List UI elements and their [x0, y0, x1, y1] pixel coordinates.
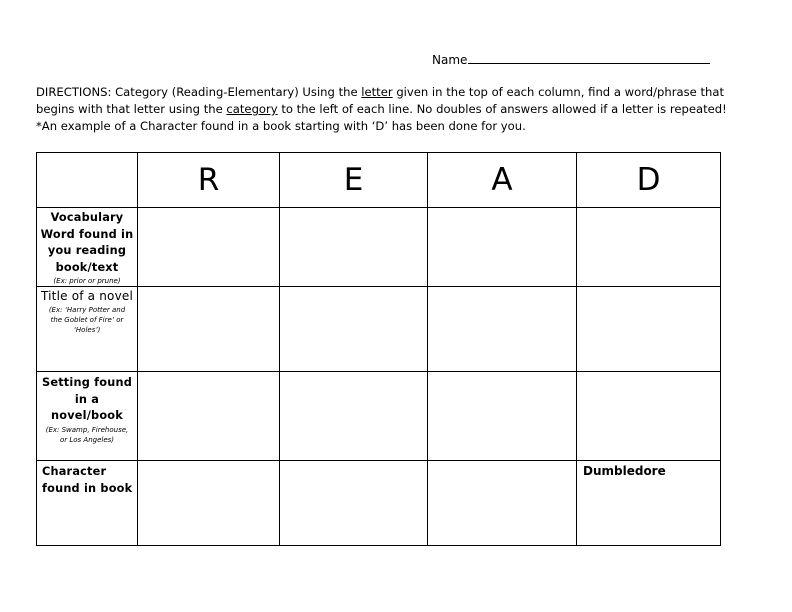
- example-line: the Goblet of Fire’ or: [50, 315, 124, 324]
- answer-cell-r[interactable]: [138, 461, 280, 546]
- answer-cell-r[interactable]: [138, 372, 280, 461]
- answer-cell-e[interactable]: [280, 287, 428, 372]
- name-blank[interactable]: [468, 52, 710, 64]
- category-line: found in book: [42, 481, 133, 495]
- answer-cell-a[interactable]: [428, 461, 577, 546]
- table-row: [37, 208, 721, 287]
- directions-line-2: [36, 101, 726, 118]
- table-row: [37, 372, 721, 461]
- answer-cell-r[interactable]: [138, 287, 280, 372]
- answer-cell-d[interactable]: [577, 461, 721, 546]
- answer-cell-e[interactable]: [280, 208, 428, 287]
- column-header-a: A: [428, 153, 577, 208]
- category-line: you reading: [47, 244, 127, 257]
- directions-underlined-category: category: [226, 102, 278, 116]
- category-label: [37, 208, 137, 276]
- read-grid: [36, 152, 721, 546]
- corner-cell: [37, 153, 138, 208]
- category-title: [37, 287, 138, 372]
- header-row: [37, 153, 721, 208]
- answer-cell-d[interactable]: [577, 208, 721, 287]
- example-line: (Ex: Swamp, Firehouse,: [45, 425, 129, 434]
- column-header-e: E: [280, 153, 428, 208]
- category-line: book/text: [55, 260, 119, 274]
- directions-text: begins with that letter using the: [36, 102, 227, 116]
- table-row: [37, 461, 721, 546]
- category-label: [37, 372, 137, 425]
- name-line: [432, 52, 710, 67]
- directions-line-1: [36, 84, 726, 101]
- directions-text: DIRECTIONS: Category (Reading-Elementary) Using the: [36, 85, 362, 99]
- category-example: (Ex: prior or prune): [53, 277, 121, 285]
- directions-text: to the left of each line. No doubles of answers allowed if a letter is repeated!: [277, 102, 727, 116]
- example-answer: Dumbledore: [583, 464, 666, 478]
- answer-cell-d[interactable]: [577, 372, 721, 461]
- answer-cell-a[interactable]: [428, 208, 577, 287]
- directions-line-3: *An example of a Character found in a book starting with ‘D’ has been done for you.: [36, 119, 526, 133]
- table-row: [37, 287, 721, 372]
- name-label: Name: [432, 53, 468, 67]
- category-line: Word found in: [40, 227, 134, 241]
- category-example: [37, 425, 137, 445]
- directions-text: given in the top of each column, find a word/phrase that: [392, 85, 725, 99]
- category-label: [37, 461, 137, 497]
- column-header-d: D: [577, 153, 721, 208]
- directions: [36, 84, 726, 135]
- category-character: [37, 461, 138, 546]
- category-example: [37, 305, 137, 335]
- answer-cell-r[interactable]: [138, 208, 280, 287]
- answer-cell-e[interactable]: [280, 461, 428, 546]
- category-line: Setting found: [42, 376, 132, 389]
- category-vocabulary: [37, 208, 138, 287]
- category-setting: [37, 372, 138, 461]
- example-line: or Los Angeles): [59, 435, 115, 444]
- example-line: ‘Holes’): [73, 325, 101, 334]
- answer-cell-a[interactable]: [428, 372, 577, 461]
- category-line: Character: [42, 465, 107, 478]
- category-label: Title of a novel: [40, 289, 134, 303]
- answer-cell-a[interactable]: [428, 287, 577, 372]
- category-line: in a novel/book: [51, 392, 123, 422]
- directions-underlined-letter: letter: [361, 85, 393, 99]
- answer-cell-e[interactable]: [280, 372, 428, 461]
- category-line: Vocabulary: [50, 211, 124, 224]
- example-line: (Ex: ‘Harry Potter and: [48, 305, 126, 314]
- column-header-r: R: [138, 153, 280, 208]
- answer-cell-d[interactable]: [577, 287, 721, 372]
